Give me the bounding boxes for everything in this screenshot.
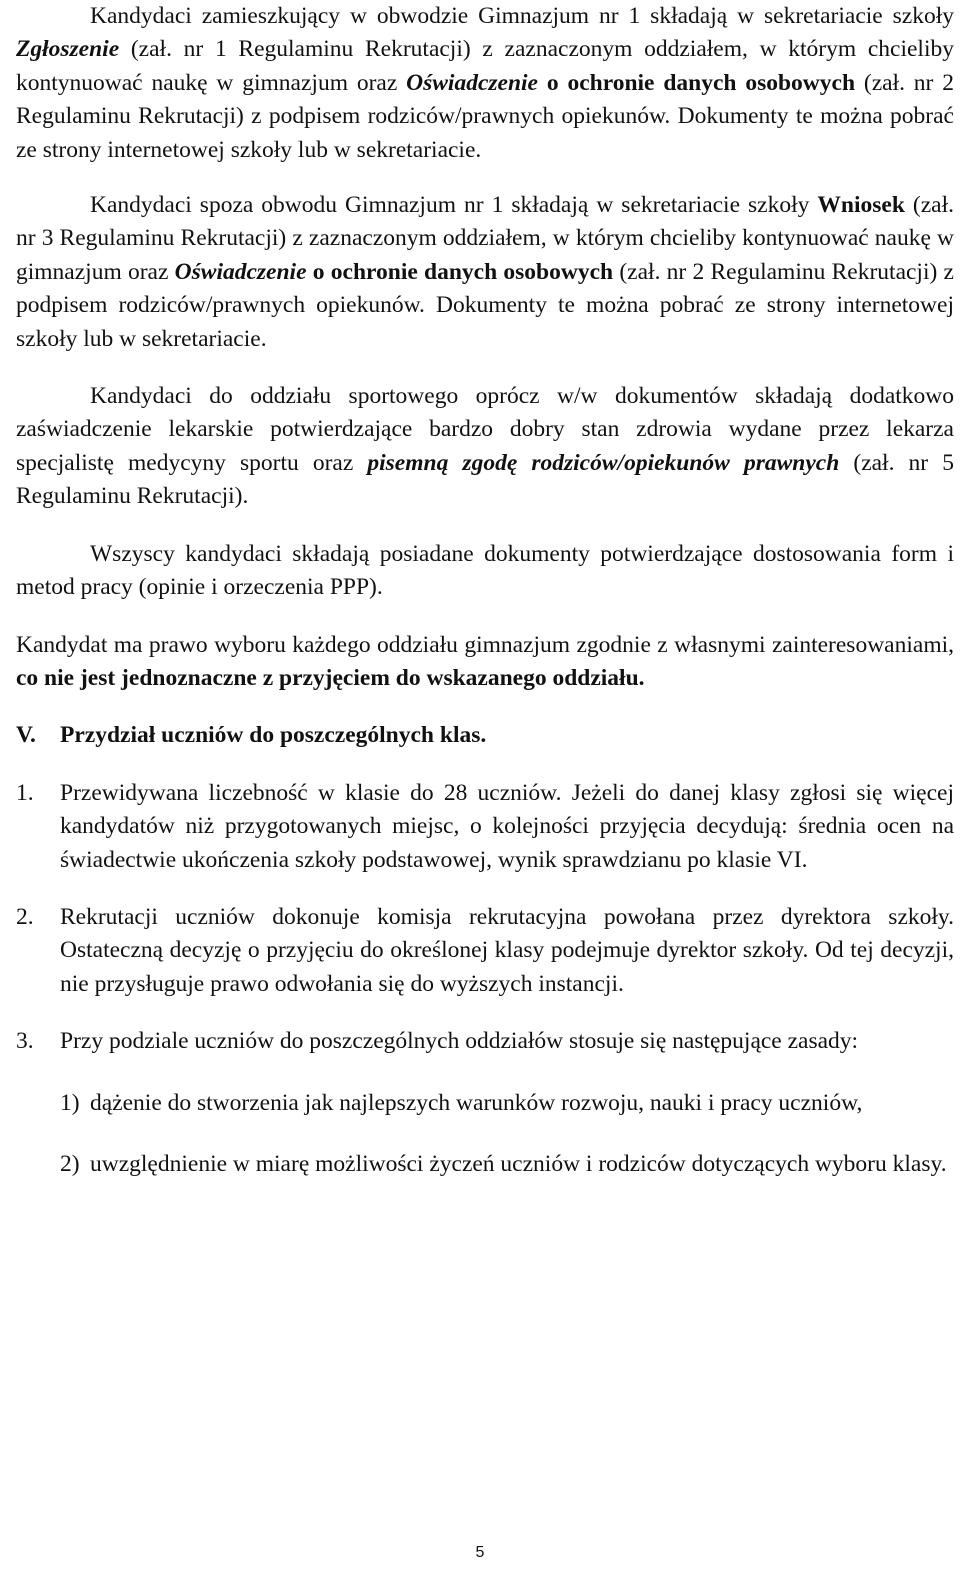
page-number: 5 (475, 1544, 485, 1561)
list-item (16, 777, 954, 877)
choice-disclaimer: co nie jest jednoznaczne z przyjęciem do wskazanego oddziału. (16, 664, 645, 691)
list-item-number: 3. (16, 1028, 34, 1055)
list-item-text: Rekrutacji uczniów dokonuje komisja rekrutacyjna powołana przez dyrektora szkoły. Ostateczną decyzję o przyjęciu do określonej klasy podejmuje dyrektor szkoły. Od tej decyzji, nie przysługuje prawo odwołania się do wyższych instancji. (60, 903, 954, 997)
list-item (16, 1025, 954, 1058)
form-name-oswiadczenie: Oświadczenie (406, 69, 538, 96)
paragraph-class-choice: Kandydat ma prawo wyboru każdego oddziału gimnazjum zgodnie z własnymi zainteresowaniami, co nie jest jednoznaczne z przyjęciem do wskazanego oddziału. (16, 631, 954, 691)
document-page (16, 0, 954, 1181)
paragraph-all-candidates: Wszyscy kandydaci składają posiadane dokumenty potwierdzające dostosowania form i metod pracy (opinie i orzeczenia PPP). (16, 540, 954, 601)
written-consent: pisemną zgodę rodziców/opiekunów prawnych (367, 449, 840, 476)
section-number: V. (16, 722, 36, 749)
sub-list-item-text: uwzględnienie w miarę możliwości życzeń uczniów i rodziców dotyczących wyboru klasy. (90, 1150, 947, 1177)
section-heading (16, 719, 954, 752)
sub-list-item (16, 1087, 954, 1120)
section-title: Przydział uczniów do poszczególnych klas. (60, 722, 487, 749)
sub-list-item-text: dążenie do stworzenia jak najlepszych warunków rozwoju, nauki i pracy uczniów, (90, 1089, 863, 1116)
list-item (16, 901, 954, 1001)
sub-list-item-number: 2) (60, 1150, 80, 1177)
sub-list-item-number: 1) (60, 1089, 80, 1116)
list-item-text: Przy podziale uczniów do poszczególnych oddziałów stosuje się następujące zasady: (60, 1028, 859, 1055)
list-item-number: 1. (16, 779, 34, 806)
paragraph-out-of-district: Kandydaci spoza obwodu Gimnazjum nr 1 składają w sekretariacie szkoły Wniosek (zał. nr 3 Regulaminu Rekrutacji) z zaznaczonym oddziałem, w którym chcieliby kontynuować naukę w gimnazjum oraz Oświadczenie o ochronie danych osobowych (zał. nr 2 Regulaminu Rekrutacji) z podpisem rodziców/prawnych opiekunów. Dokumenty te można pobrać ze strony internetowej szkoły lub w sekretariacie. (16, 192, 954, 352)
paragraph-in-district: Kandydaci zamieszkujący w obwodzie Gimnazjum nr 1 składają w sekretariacie szkoły Zgłoszenie (zał. nr 1 Regulaminu Rekrutacji) z zaznaczonym oddziałem, w którym chcieliby kontynuować naukę w gimnazjum oraz Oświadczenie o ochronie danych osobowych (zał. nr 2 Regulaminu Rekrutacji) z podpisem rodziców/prawnych opiekunów. Dokumenty te można pobrać ze strony internetowej szkoły lub w sekretariacie. (16, 3, 954, 163)
list-item-text: Przewidywana liczebność w klasie do 28 uczniów. Jeżeli do danej klasy zgłosi się więcej kandydatów niż przygotowanych miejsc, o kolejności przyjęcia decydują: średnia ocen na świadectwie ukończenia szkoły podstawowej, wynik sprawdzianu po klasie VI. (60, 779, 954, 873)
form-name-data-protection: o ochronie danych osobowych (546, 69, 856, 96)
list-item-number: 2. (16, 903, 34, 930)
paragraph-sports-class: Kandydaci do oddziału sportowego oprócz w/w dokumentów składają dodatkowo zaświadczenie lekarskie potwierdzające bardzo dobry stan zdrowia wydane przez lekarza specjalistę medycyny sportu oraz pisemną zgodę rodziców/opiekunów prawnych (zał. nr 5 Regulaminu Rekrutacji). (16, 383, 954, 510)
form-name-wniosek: Wniosek (817, 192, 905, 219)
form-name-zgloszenie: Zgłoszenie (16, 36, 120, 63)
form-name-oswiadczenie: Oświadczenie (174, 258, 307, 285)
sub-list-item (16, 1148, 954, 1181)
form-name-data-protection: o ochronie danych osobowych (312, 258, 614, 285)
